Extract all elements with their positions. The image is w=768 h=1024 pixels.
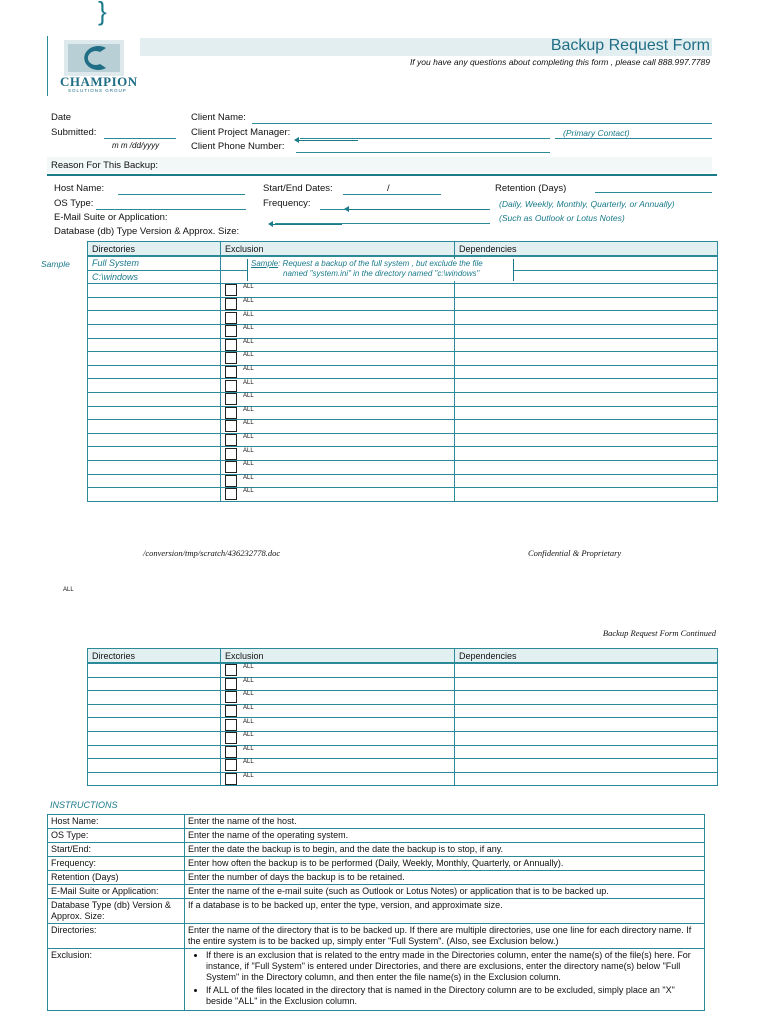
instruction-row bbox=[48, 924, 705, 949]
exclusion-cell bbox=[221, 772, 455, 786]
directory-cell[interactable] bbox=[88, 759, 221, 773]
directory-cell[interactable] bbox=[88, 297, 221, 311]
dependency-cell[interactable] bbox=[455, 311, 718, 325]
instruction-desc: Enter how often the backup is to be performed (Daily, Weekly, Monthly, Quarterly, or Annually). bbox=[185, 857, 705, 871]
exclusion-cell bbox=[221, 663, 455, 677]
dependency-cell[interactable] bbox=[455, 324, 718, 338]
frequency-label: Frequency: bbox=[263, 198, 311, 209]
dependency-cell[interactable] bbox=[455, 718, 718, 732]
exclusion-cell bbox=[221, 392, 455, 406]
dependency-cell[interactable] bbox=[455, 474, 718, 488]
dependency-cell[interactable] bbox=[455, 297, 718, 311]
brace-mark: } bbox=[98, 0, 107, 26]
all-label: ALL bbox=[243, 284, 254, 291]
instruction-term: Exclusion: bbox=[48, 949, 185, 1011]
logo bbox=[47, 36, 138, 96]
project-manager-field[interactable] bbox=[300, 138, 550, 139]
instruction-term: Host Name: bbox=[48, 815, 185, 829]
exclude-all-checkbox[interactable] bbox=[225, 352, 237, 364]
instruction-desc: Enter the name of the host. bbox=[185, 815, 705, 829]
table-row bbox=[88, 379, 718, 393]
table-row bbox=[88, 474, 718, 488]
table-row bbox=[88, 406, 718, 420]
page-title: Backup Request Form bbox=[550, 37, 710, 54]
directory-cell[interactable] bbox=[88, 433, 221, 447]
all-label: ALL bbox=[243, 664, 254, 671]
exclusion-bullet: • If ALL of the files located in the directory that is named in the Directory column are to be excluded, simply place an "X" beside "ALL" in the Exclusion column. bbox=[206, 985, 701, 1007]
all-label: ALL bbox=[243, 759, 254, 766]
client-name-label: Client Name: bbox=[191, 112, 246, 123]
exclude-all-checkbox[interactable] bbox=[225, 339, 237, 351]
frequency-arrow-icon bbox=[348, 209, 488, 210]
directory-cell[interactable]: Full System bbox=[88, 256, 221, 270]
directory-cell[interactable]: C:\windows bbox=[88, 270, 221, 284]
instruction-term: Database Type (db) Version & Approx. Size: bbox=[48, 899, 185, 924]
exclude-all-checkbox[interactable] bbox=[225, 420, 237, 432]
instructions-heading: INSTRUCTIONS bbox=[50, 800, 118, 810]
exclusion-cell bbox=[221, 379, 455, 393]
exclude-all-checkbox[interactable] bbox=[225, 325, 237, 337]
all-label: ALL bbox=[243, 366, 254, 373]
exclude-all-checkbox[interactable] bbox=[225, 705, 237, 717]
table-row bbox=[88, 447, 718, 461]
col-directories-2: Directories bbox=[88, 649, 221, 664]
dependency-cell[interactable] bbox=[455, 433, 718, 447]
logo-subtext: SOLUTIONS GROUP bbox=[68, 88, 127, 93]
directory-cell[interactable] bbox=[88, 731, 221, 745]
dependency-cell[interactable] bbox=[455, 677, 718, 691]
table-row bbox=[88, 284, 718, 298]
directory-cell[interactable] bbox=[88, 311, 221, 325]
exclusion-cell bbox=[221, 447, 455, 461]
all-label: ALL bbox=[243, 732, 254, 739]
table-row bbox=[88, 691, 718, 705]
primary-contact-line bbox=[555, 138, 712, 139]
table-row bbox=[88, 392, 718, 406]
exclusion-cell bbox=[221, 460, 455, 474]
exclusion-cell bbox=[221, 284, 455, 298]
directory-cell[interactable] bbox=[88, 338, 221, 352]
instruction-term: Retention (Days) bbox=[48, 871, 185, 885]
all-label: ALL bbox=[243, 705, 254, 712]
instruction-row bbox=[48, 871, 705, 885]
doc-path: /conversion/tmp/scratch/436232778.doc bbox=[143, 548, 281, 558]
directory-cell[interactable] bbox=[88, 420, 221, 434]
email-label: E-Mail Suite or Application: bbox=[54, 212, 168, 223]
exclusion-cell bbox=[221, 691, 455, 705]
instruction-row bbox=[48, 949, 705, 1011]
table-row bbox=[88, 731, 718, 745]
dependency-cell[interactable] bbox=[455, 731, 718, 745]
client-name-field[interactable] bbox=[252, 123, 712, 124]
table-row bbox=[88, 677, 718, 691]
table-row bbox=[88, 324, 718, 338]
exclusion-cell bbox=[221, 759, 455, 773]
instruction-term: E-Mail Suite or Application: bbox=[48, 885, 185, 899]
exclude-all-checkbox[interactable] bbox=[225, 298, 237, 310]
date-label: Date bbox=[51, 112, 72, 123]
directory-cell[interactable] bbox=[88, 447, 221, 461]
sample-note bbox=[247, 259, 514, 281]
table-row bbox=[88, 311, 718, 325]
col-exclusion-2: Exclusion bbox=[221, 649, 455, 664]
exclude-all-checkbox[interactable] bbox=[225, 461, 237, 473]
all-label: ALL bbox=[243, 447, 254, 454]
instruction-term: Frequency: bbox=[48, 857, 185, 871]
os-label: OS Type: bbox=[54, 198, 94, 209]
exclude-all-checkbox[interactable] bbox=[225, 746, 237, 758]
table-row bbox=[88, 420, 718, 434]
instruction-desc: If a database is to be backed up, enter the type, version, and approximate size. bbox=[185, 899, 705, 924]
directory-cell[interactable] bbox=[88, 365, 221, 379]
instruction-row bbox=[48, 899, 705, 924]
exclusion-cell bbox=[221, 704, 455, 718]
exclusion-cell bbox=[221, 352, 455, 366]
retention-label: Retention (Days) bbox=[495, 183, 567, 194]
submitted-label: Submitted: bbox=[51, 127, 97, 138]
phone-arrow-icon bbox=[298, 140, 358, 141]
dependency-cell[interactable] bbox=[455, 447, 718, 461]
instruction-desc bbox=[185, 949, 705, 1011]
directories-table-continued bbox=[87, 648, 718, 786]
exclusion-cell bbox=[221, 311, 455, 325]
exclude-all-checkbox[interactable] bbox=[225, 719, 237, 731]
exclusion-cell bbox=[221, 474, 455, 488]
table-row bbox=[88, 718, 718, 732]
all-label: ALL bbox=[243, 325, 254, 332]
table-row bbox=[88, 759, 718, 773]
sample-note-prefix: Sample bbox=[251, 259, 279, 268]
instruction-row bbox=[48, 815, 705, 829]
directory-cell[interactable] bbox=[88, 352, 221, 366]
contact-note: If you have any questions about completing this form , please call 888.997.7789 bbox=[409, 57, 710, 67]
exclusion-cell bbox=[221, 731, 455, 745]
all-label: ALL bbox=[243, 461, 254, 468]
dates-separator: / bbox=[387, 183, 390, 194]
table-row bbox=[88, 352, 718, 366]
exclusion-cell bbox=[221, 338, 455, 352]
dependency-cell[interactable] bbox=[455, 488, 718, 502]
instruction-term: Start/End: bbox=[48, 843, 185, 857]
exclude-all-checkbox[interactable] bbox=[225, 393, 237, 405]
exclusion-cell bbox=[221, 420, 455, 434]
instruction-desc: Enter the name of the operating system. bbox=[185, 829, 705, 843]
host-label: Host Name: bbox=[54, 183, 105, 194]
dependency-cell[interactable] bbox=[455, 704, 718, 718]
dependency-cell[interactable] bbox=[455, 663, 718, 677]
os-field[interactable] bbox=[96, 209, 246, 210]
champion-logo-icon bbox=[64, 40, 124, 76]
dependency-cell[interactable] bbox=[455, 745, 718, 759]
exclude-all-checkbox[interactable] bbox=[225, 759, 237, 771]
directory-cell[interactable] bbox=[88, 704, 221, 718]
frequency-hint: (Daily, Weekly, Monthly, Quarterly, or Annually) bbox=[499, 199, 675, 209]
col-directories: Directories bbox=[88, 242, 221, 257]
table-row bbox=[88, 433, 718, 447]
confidential: Confidential & Proprietary bbox=[528, 548, 622, 558]
exclude-all-checkbox[interactable] bbox=[225, 691, 237, 703]
dependency-cell[interactable] bbox=[455, 379, 718, 393]
directory-cell[interactable] bbox=[88, 392, 221, 406]
sample-note-text-2: named "system.ini" in the directory named "c:\windows" bbox=[283, 269, 480, 278]
table-row bbox=[88, 772, 718, 786]
instruction-row bbox=[48, 843, 705, 857]
section-divider bbox=[47, 174, 717, 176]
retention-field[interactable] bbox=[595, 192, 712, 193]
all-label: ALL bbox=[243, 393, 254, 400]
dates-field[interactable] bbox=[343, 194, 441, 195]
all-label: ALL bbox=[243, 352, 254, 359]
col-dependencies: Dependencies bbox=[455, 242, 718, 257]
directory-cell[interactable] bbox=[88, 677, 221, 691]
all-label: ALL bbox=[243, 311, 254, 318]
all-label: ALL bbox=[243, 474, 254, 481]
exclude-all-checkbox[interactable] bbox=[225, 407, 237, 419]
instruction-desc: Enter the name of the e-mail suite (such as Outlook or Lotus Notes) or application that is to be backed up. bbox=[185, 885, 705, 899]
dependency-cell[interactable] bbox=[455, 772, 718, 786]
directory-cell[interactable] bbox=[88, 488, 221, 502]
dates-label: Start/End Dates: bbox=[263, 183, 333, 194]
col-exclusion: Exclusion bbox=[221, 242, 455, 257]
exclusion-cell bbox=[221, 433, 455, 447]
exclusion-cell bbox=[221, 406, 455, 420]
table-row bbox=[88, 745, 718, 759]
exclusion-cell bbox=[221, 677, 455, 691]
exclude-all-checkbox[interactable] bbox=[225, 284, 237, 296]
host-field[interactable] bbox=[118, 194, 245, 195]
directory-cell[interactable] bbox=[88, 663, 221, 677]
logo-text: CHAMPION bbox=[60, 74, 138, 89]
primary-contact-hint: (Primary Contact) bbox=[563, 128, 630, 138]
all-label: ALL bbox=[243, 488, 254, 495]
dependency-cell[interactable] bbox=[455, 284, 718, 298]
dependency-cell[interactable] bbox=[455, 460, 718, 474]
directory-cell[interactable] bbox=[88, 379, 221, 393]
date-field[interactable] bbox=[104, 138, 176, 139]
exclude-all-checkbox[interactable] bbox=[225, 448, 237, 460]
all-label: ALL bbox=[243, 718, 254, 725]
all-label: ALL bbox=[243, 677, 254, 684]
exclusion-bullet: • If there is an exclusion that is related to the entry made in the Directories column, enter the name(s) of the file(s) here. For instance, if "Full System" is entered under Directories, and there are exclusions, enter the directory name(s) below "Full System" in the Directory column, and then enter the file name(s) in the Exclusion column. bbox=[206, 950, 701, 983]
exclude-all-checkbox[interactable] bbox=[225, 732, 237, 744]
exclude-all-checkbox[interactable] bbox=[225, 664, 237, 676]
instruction-desc: Enter the date the backup is to begin, and the date the backup is to stop, if any. bbox=[185, 843, 705, 857]
table-row bbox=[88, 488, 718, 502]
stray-all: ALL bbox=[63, 587, 74, 593]
table-row bbox=[88, 365, 718, 379]
exclude-all-checkbox[interactable] bbox=[225, 434, 237, 446]
dependency-cell[interactable] bbox=[455, 352, 718, 366]
instruction-row bbox=[48, 857, 705, 871]
reason-label: Reason For This Backup: bbox=[51, 160, 159, 171]
directory-cell[interactable] bbox=[88, 718, 221, 732]
exclusion-cell bbox=[221, 488, 455, 502]
dependency-cell[interactable] bbox=[455, 392, 718, 406]
exclude-all-checkbox[interactable] bbox=[225, 678, 237, 690]
date-format-hint: m m /dd/yyyy bbox=[112, 141, 160, 150]
instruction-term: OS Type: bbox=[48, 829, 185, 843]
instruction-desc: Enter the number of days the backup is to be retained. bbox=[185, 871, 705, 885]
exclusion-cell bbox=[221, 297, 455, 311]
phone-label: Client Phone Number: bbox=[191, 141, 285, 152]
all-label: ALL bbox=[243, 691, 254, 698]
dependency-cell[interactable] bbox=[455, 406, 718, 420]
all-label: ALL bbox=[243, 379, 254, 386]
continued-label: Backup Request Form Continued bbox=[602, 628, 716, 638]
exclusion-cell bbox=[221, 718, 455, 732]
dependency-cell[interactable] bbox=[455, 338, 718, 352]
all-label: ALL bbox=[243, 298, 254, 305]
all-label: ALL bbox=[243, 406, 254, 413]
exclusion-bullets bbox=[188, 950, 701, 1007]
instruction-row bbox=[48, 829, 705, 843]
exclude-all-checkbox[interactable] bbox=[225, 366, 237, 378]
db-label: Database (db) Type Version & Approx. Size: bbox=[54, 226, 240, 237]
exclusion-cell bbox=[221, 365, 455, 379]
project-manager-label: Client Project Manager: bbox=[191, 127, 291, 138]
directory-cell[interactable] bbox=[88, 284, 221, 298]
table-row bbox=[88, 460, 718, 474]
table-row bbox=[88, 297, 718, 311]
directory-cell[interactable] bbox=[88, 324, 221, 338]
instruction-term: Directories: bbox=[48, 924, 185, 949]
all-label: ALL bbox=[243, 745, 254, 752]
email-hint: (Such as Outlook or Lotus Notes) bbox=[499, 213, 625, 223]
exclude-all-checkbox[interactable] bbox=[225, 773, 237, 785]
table-row bbox=[88, 338, 718, 352]
all-label: ALL bbox=[243, 773, 254, 780]
directory-cell[interactable] bbox=[88, 691, 221, 705]
all-label: ALL bbox=[243, 420, 254, 427]
dependency-cell[interactable] bbox=[455, 759, 718, 773]
directory-cell[interactable] bbox=[88, 474, 221, 488]
directory-cell[interactable] bbox=[88, 772, 221, 786]
instructions-table bbox=[47, 814, 705, 1011]
exclude-all-checkbox[interactable] bbox=[225, 312, 237, 324]
sample-label: Sample bbox=[41, 259, 70, 269]
dependency-cell[interactable] bbox=[455, 365, 718, 379]
dependency-cell[interactable] bbox=[455, 420, 718, 434]
all-label: ALL bbox=[243, 338, 254, 345]
exclude-all-checkbox[interactable] bbox=[225, 475, 237, 487]
exclusion-cell bbox=[221, 324, 455, 338]
directory-cell[interactable] bbox=[88, 745, 221, 759]
table-row bbox=[88, 704, 718, 718]
instruction-desc: Enter the name of the directory that is to be backed up. If there are multiple directories, use one line for each directory name. If the entire system is to be backed up, simply enter "Full System". (Also, see Exclusion below.) bbox=[185, 924, 705, 949]
col-dependencies-2: Dependencies bbox=[455, 649, 718, 664]
directory-cell[interactable] bbox=[88, 406, 221, 420]
exclude-all-checkbox[interactable] bbox=[225, 488, 237, 500]
all-label: ALL bbox=[243, 434, 254, 441]
directory-cell[interactable] bbox=[88, 460, 221, 474]
db-arrow-icon bbox=[272, 224, 342, 225]
exclude-all-checkbox[interactable] bbox=[225, 380, 237, 392]
dependency-cell[interactable] bbox=[455, 691, 718, 705]
sample-note-text: : Request a backup of the full system , but exclude the file bbox=[278, 259, 483, 268]
table-row bbox=[88, 663, 718, 677]
instruction-row bbox=[48, 885, 705, 899]
exclusion-cell bbox=[221, 745, 455, 759]
phone-field[interactable] bbox=[296, 152, 550, 153]
